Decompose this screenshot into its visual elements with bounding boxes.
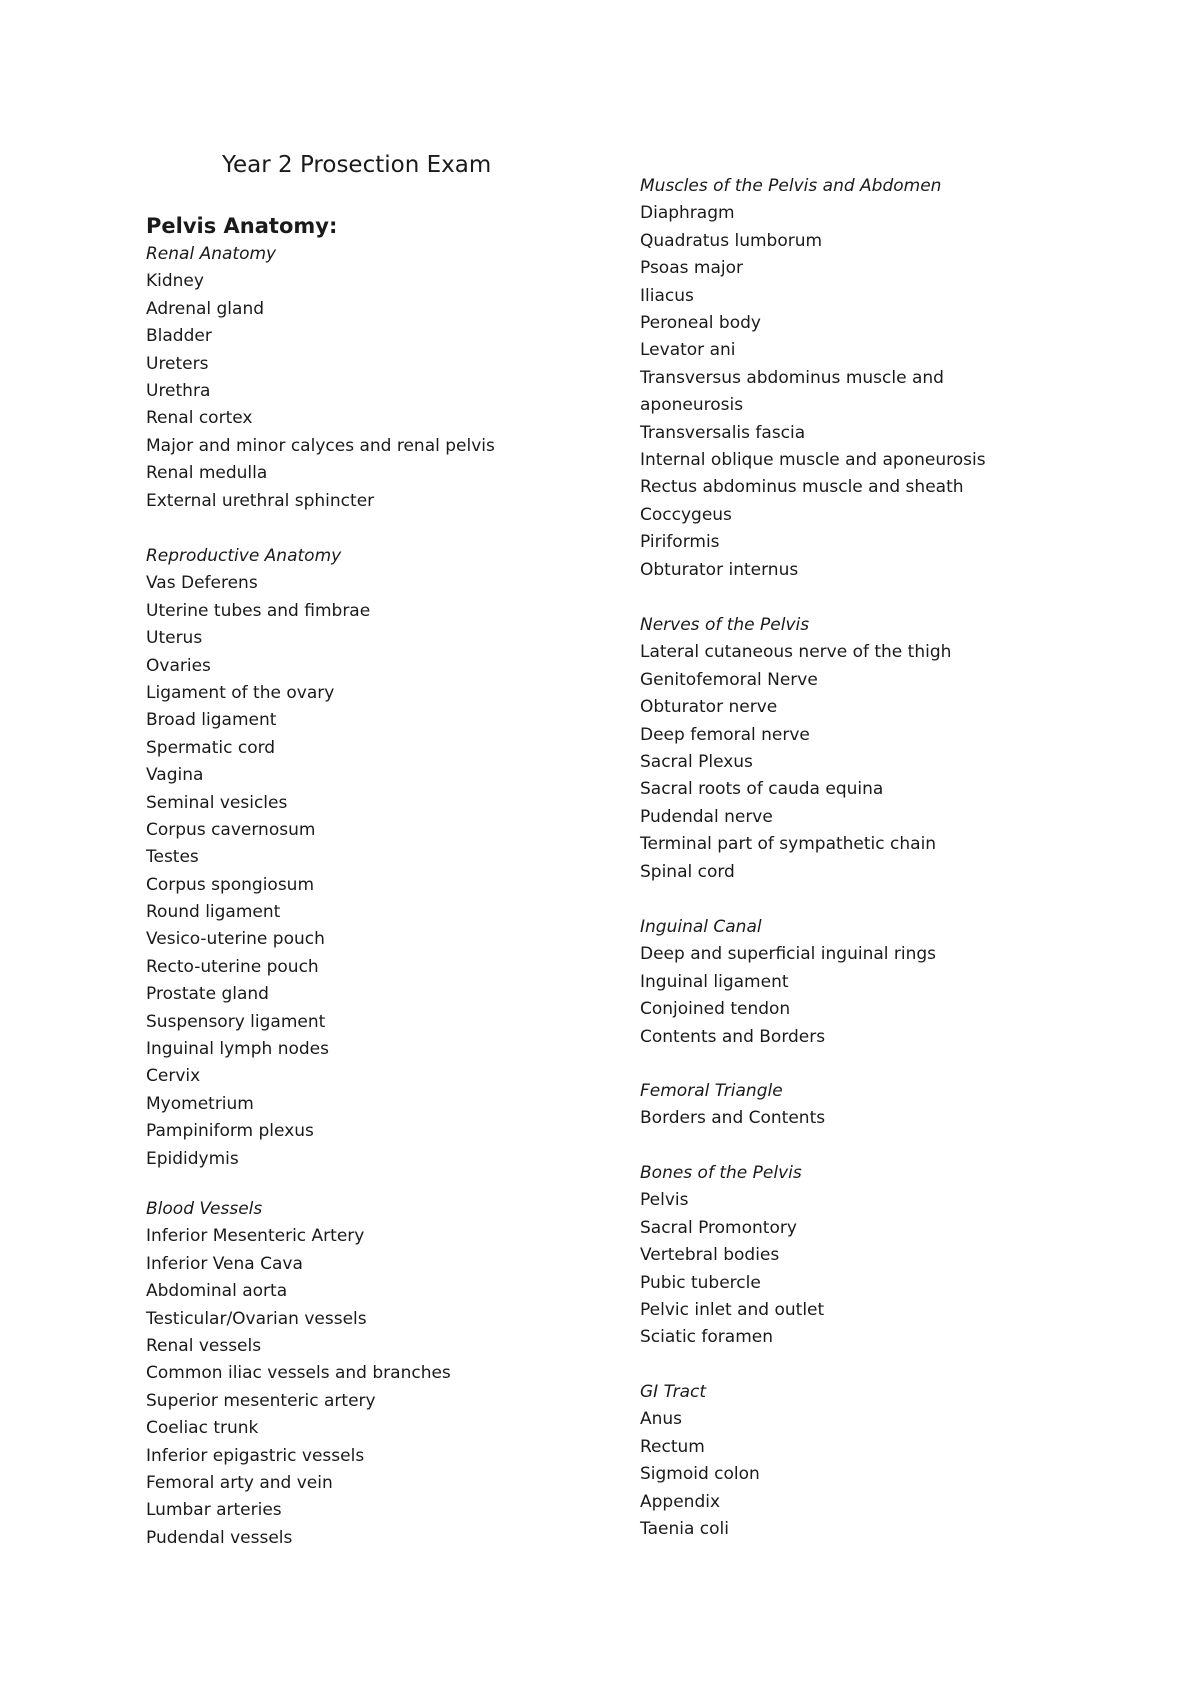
section-blood-vessels [146,1196,616,1552]
list-item: Lateral cutaneous nerve of the thigh [640,642,952,663]
list-item: Inferior Mesenteric Artery [146,1226,365,1247]
list-item: Prostate gland [146,984,269,1005]
list-item: Appendix [640,1491,721,1512]
list-item: Inguinal lymph nodes [146,1039,329,1060]
list-item: Femoral arty and vein [146,1472,333,1493]
list-item: Pelvis [640,1190,689,1211]
section-nerves [640,612,1180,886]
section-inguinal-canal [640,914,1180,1051]
list-item: Suspensory ligament [146,1011,326,1032]
list-item: Inferior Vena Cava [146,1253,303,1274]
list-item: Iliacus [640,285,694,306]
main-heading: Pelvis Anatomy: [146,214,338,238]
list-item: Genitofemoral Nerve [640,669,818,690]
list-item: Sacral Plexus [640,751,753,772]
list-item: Sciatic foramen [640,1327,774,1348]
list-item: Transversalis fascia [640,422,806,443]
list-item: Conjoined tendon [640,999,791,1020]
list-item: Pudendal vessels [146,1527,293,1548]
list-item: Inguinal ligament [640,971,789,992]
list-item: Lumbar arteries [146,1500,282,1521]
list-item: Broad ligament [146,710,277,731]
list-item: Sacral roots of cauda equina [640,779,884,800]
list-item: Obturator nerve [640,697,778,718]
section-femoral-triangle [640,1078,1180,1133]
list-item: Vertebral bodies [640,1245,780,1266]
list-item: Psoas major [640,258,743,279]
section-gi-tract [640,1379,1180,1543]
list-item: Seminal vesicles [146,792,288,813]
list-item: Major and minor calyces and renal pelvis [146,435,495,456]
list-item: Quadratus lumborum [640,230,823,251]
list-item: Pelvic inlet and outlet [640,1299,825,1320]
list-item: Common iliac vessels and branches [146,1363,451,1384]
list-item: Transversus abdominus muscle and aponeurosis [640,367,944,416]
list-item: Vas Deferens [146,573,258,594]
section-renal-anatomy [146,241,616,515]
list-item: Corpus spongiosum [146,874,315,895]
list-item: Kidney [146,271,204,292]
section-bones [640,1160,1180,1352]
list-item: Rectus abdominus muscle and sheath [640,477,964,498]
list-item: Sigmoid colon [640,1464,760,1485]
list-item: Internal oblique muscle and aponeurosis [640,449,986,470]
section-title: Nerves of the Pelvis [640,615,810,635]
section-title: GI Tract [640,1382,707,1402]
list-item: Pampiniform plexus [146,1121,314,1142]
list-item: Spermatic cord [146,737,276,758]
list-item: Renal vessels [146,1335,262,1356]
list-item: Testicular/Ovarian vessels [146,1308,367,1329]
list-item: Contents and Borders [640,1026,826,1047]
list-item: Ureters [146,353,209,374]
list-item: Ligament of the ovary [146,682,335,703]
list-item: Pudendal nerve [640,806,773,827]
list-item: Peroneal body [640,312,761,333]
section-title: Reproductive Anatomy [146,546,342,566]
section-title: Femoral Triangle [640,1081,783,1101]
list-item: Spinal cord [640,861,735,882]
list-item: Round ligament [146,902,281,923]
list-item: Piriformis [640,532,720,553]
list-item: Adrenal gland [146,298,265,319]
document-title: Year 2 Prosection Exam [222,152,492,178]
list-item: Pubic tubercle [640,1272,761,1293]
list-item: Renal cortex [146,408,253,429]
list-item: Vesico-uterine pouch [146,929,325,950]
list-item: Uterus [146,628,203,649]
list-item: Rectum [640,1436,705,1457]
list-item: Cervix [146,1066,201,1087]
list-item: External urethral sphincter [146,490,375,511]
section-title: Bones of the Pelvis [640,1163,802,1183]
list-item: Vagina [146,765,204,786]
list-item: Levator ani [640,340,736,361]
list-item: Borders and Contents [640,1108,826,1129]
list-item: Recto-uterine pouch [146,956,319,977]
list-item: Testes [146,847,199,868]
list-item: Superior mesenteric artery [146,1390,376,1411]
list-item: Renal medulla [146,463,268,484]
list-item: Deep and superficial inguinal rings [640,944,937,965]
section-title: Blood Vessels [146,1199,263,1219]
list-item: Coeliac trunk [146,1418,259,1439]
list-item: Inferior epigastric vessels [146,1445,365,1466]
list-item: Urethra [146,380,211,401]
list-item: Ovaries [146,655,211,676]
list-item: Abdominal aorta [146,1281,288,1302]
section-reproductive-anatomy [146,543,616,1173]
list-item: Sacral Promontory [640,1217,797,1238]
list-item: Epididymis [146,1148,239,1169]
list-item: Terminal part of sympathetic chain [640,834,937,855]
list-item: Myometrium [146,1093,254,1114]
list-item: Taenia coli [640,1518,729,1539]
section-muscles [640,173,1180,584]
list-item: Diaphragm [640,203,735,224]
section-title: Renal Anatomy [146,244,277,264]
section-title: Inguinal Canal [640,917,762,937]
list-item: Obturator internus [640,559,799,580]
list-item: Anus [640,1409,683,1430]
list-item: Bladder [146,326,212,347]
section-title: Muscles of the Pelvis and Abdomen [640,176,942,196]
list-item: Corpus cavernosum [146,819,316,840]
list-item: Uterine tubes and fimbrae [146,600,371,621]
list-item: Coccygeus [640,504,732,525]
list-item: Deep femoral nerve [640,724,810,745]
